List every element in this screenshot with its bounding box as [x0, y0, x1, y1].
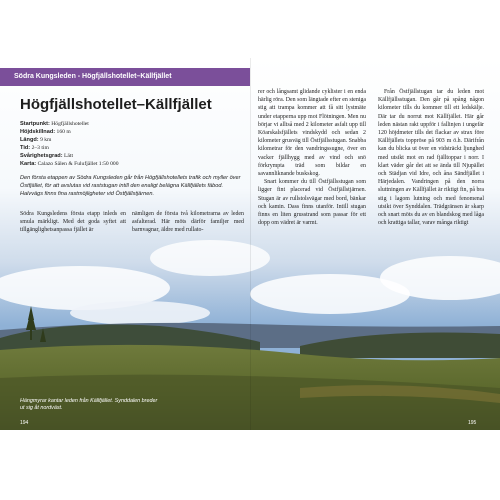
route-title: Högfjällshotellet–Källfjället [20, 96, 212, 113]
body-column-1b: nämligen de första två kilometrarna av leden asfalterad. Här möts därför familjer med barnvagnar, äldre med rullato- [132, 211, 244, 234]
page-spine [250, 58, 251, 430]
body-column-2 [258, 88, 366, 227]
intro-paragraph: Den första etappen av Södra Kungsleden går från Högfjällshotellets trafik och myller över Östfjället, för att avslutas vid raststugan intill den enaligt belägna Källfjällets fäbod. Halvvägs finns fina rastmöjligheter vid Östfjällstjärnen. [20, 175, 241, 197]
fact-start: Startpunkt: Högfjällshotellet [20, 121, 89, 127]
photo-caption: Hängmyrar kantar leden från Källfjället. Synddalen breder ut sig åt nordväst. [20, 398, 158, 411]
fact-elevation: Höjdskillnad: 160 m [20, 129, 71, 135]
fact-time: Tid: 2–3 tim [20, 145, 49, 151]
page-number-right: 195 [468, 420, 477, 426]
fact-difficulty: Svårighetsgrad: Lätt [20, 153, 74, 159]
fact-map: Karta: Calazo Sälen & Fulufjället 1:50 000 [20, 161, 119, 167]
body-paragraph: rer och långsamt glidande cyklister i en enda härlig röra. Den som längtade efter en steniga stig att trampa kommer att få sitt lystmäte under etapperna upp mot Flötningen. Men nu börjar vi alltså med 2 kilometer asfalt upp till Köarskalsfjällets vindskydd och sedan 2 kilometer grusväg till Östfjällsstugan. Snabba kilometrar för den vandringssugne, över en vacker fjällhygg med av vind och snö förkrympta träd som bildar en savannliknande buskskog. [258, 89, 366, 178]
page-number-left: 194 [20, 420, 29, 426]
section-banner: Södra Kungsleden - Högfjällshotellet–Källfjället [0, 68, 250, 86]
body-paragraph: Från Östfjällstugan tar du leden mot Källfjällsstugan. Den går på spång någon kilometer tills du kommer till ett ledskälje. Där tar du norrut mot Källfjället. Här går leden nästan rakt uppför i fallinjen i ungefär 120 höjdmeter tills det flackar av strax före Källfjällets toppröse på 903 m ö.h. Därifrån kan du blicka ut över en vidsträckt ljunghed med utsikt mot en rad fjälltoppar i norr. I klart väder går det att se ända till Njupället och Städjan vid Idre, och åna Sändfjället i Härjedalen. Vandringen på den norra sluttningen av Källfjället är riktigt fin, på bra stig i lagom lutning och med fenomenal utsikt över Synddalen. Trädgränsen är skarp och snart möts du av en blandskog med låga och krattiga tallar, varav många riktigt [378, 89, 484, 227]
route-facts [20, 120, 240, 168]
body-paragraph: Snart kommer du till Östfjällsstugan som ligger fint placerad vid Östfjällstjärnen. Stugan är av rullstolsvägar med bord, bänkar och kamin. Dass finns utanför. Intill stugan finns en liten grusstrand som passar för ett dopp om vädret är varmt. [258, 179, 366, 227]
body-column-1a: Södra Kungsledens första etapp inleds en smula märkligt. Med det goda syftet att tillgänglighetsanpassa fjället är [20, 211, 126, 234]
fact-length: Längd: 9 km [20, 137, 52, 143]
body-column-3 [378, 88, 484, 227]
